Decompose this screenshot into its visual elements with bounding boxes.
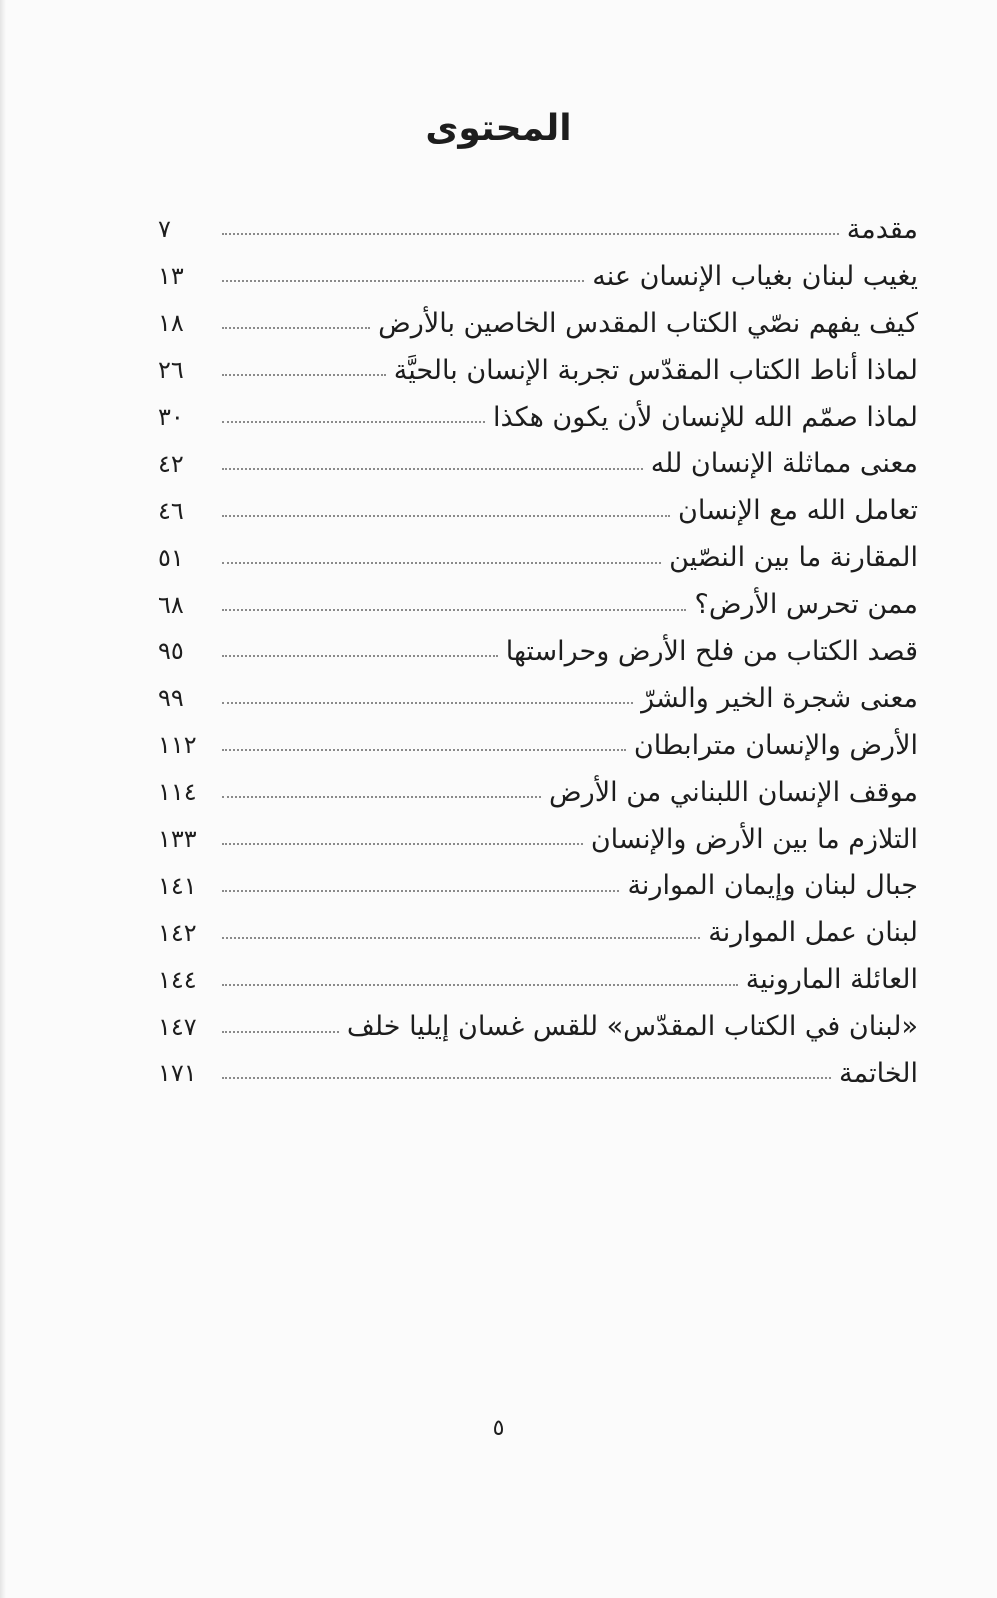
dot-leader (222, 655, 498, 657)
toc-entry (158, 769, 918, 816)
toc-page-number: ٢٦ (158, 356, 184, 385)
dot-leader (222, 280, 584, 282)
dot-leader (222, 749, 626, 751)
toc-title: الخاتمة (839, 1057, 918, 1089)
toc-title: «لبنان في الكتاب المقدّس» للقس غسان إيليا خلف (346, 1011, 918, 1043)
toc-page-number: ٩٥ (158, 637, 184, 666)
toc-page-number: ٥١ (158, 543, 184, 572)
toc-title: الأرض والإنسان مترابطان (633, 729, 918, 761)
dot-leader (222, 609, 686, 611)
toc-entry (158, 581, 918, 628)
toc-title: لماذا صمّم الله للإنسان لأن يكون هكذا (493, 401, 918, 433)
dot-leader (222, 233, 839, 235)
dot-leader (222, 890, 619, 892)
toc-entry (158, 487, 918, 534)
toc-entry (158, 1050, 918, 1097)
toc-title: تعامل الله مع الإنسان (678, 495, 918, 527)
toc-page-number: ١٧١ (158, 1059, 197, 1088)
toc-page-number: ١١٢ (158, 731, 197, 760)
toc-title: معنى مماثلة الإنسان لله (650, 448, 918, 480)
page-number: ٥ (492, 1416, 505, 1441)
toc-entry (158, 862, 918, 909)
toc-page-number: ١١٤ (158, 778, 197, 807)
dot-leader (222, 327, 370, 329)
dot-leader (222, 562, 661, 564)
toc-entry (158, 394, 918, 441)
toc-page-number: ٣٠ (158, 403, 184, 431)
dot-leader (222, 1077, 831, 1079)
dot-leader (222, 984, 738, 986)
toc-title: مقدمة (846, 213, 918, 245)
toc-title: لبنان عمل الموارنة (708, 917, 918, 949)
dot-leader (222, 374, 386, 376)
toc-page-number: ١٤١ (158, 871, 197, 900)
toc-title: معنى شجرة الخير والشرّ (641, 682, 918, 714)
toc-entry (158, 534, 918, 581)
toc-title: العائلة المارونية (745, 964, 918, 996)
toc-title: ممن تحرس الأرض؟ (694, 589, 918, 621)
toc-title: يغيب لبنان بغياب الإنسان عنه (592, 260, 918, 292)
toc-entry (158, 628, 918, 675)
toc-page-number: ٤٢ (158, 449, 184, 478)
toc-title: كيف يفهم نصّي الكتاب المقدس الخاصين بالأرض (378, 307, 918, 339)
toc-title: المقارنة ما بين النصّين (669, 542, 918, 574)
toc-page-number: ٤٦ (158, 496, 184, 525)
toc-entry (158, 1003, 918, 1050)
toc-entry (158, 253, 918, 300)
toc-page-number: ١٨ (158, 309, 184, 338)
toc-page-number: ٩٩ (158, 684, 184, 713)
toc-entry (158, 347, 918, 394)
toc-page-number: ١٤٢ (158, 918, 197, 947)
toc-entry (158, 206, 918, 253)
toc-page-number: ٦٨ (158, 590, 184, 619)
toc-page-number: ١٣٣ (158, 825, 197, 854)
toc-page-number: ١٣ (158, 262, 184, 291)
dot-leader (222, 1031, 339, 1033)
dot-leader (222, 468, 643, 470)
toc-title: موقف الإنسان اللبناني من الأرض (549, 776, 918, 808)
toc-title: جبال لبنان وإيمان الموارنة (627, 870, 918, 902)
toc-entry (158, 909, 918, 956)
dot-leader (222, 421, 485, 423)
page-title: المحتوى (425, 108, 572, 149)
table-of-contents (158, 206, 918, 1097)
dot-leader (222, 515, 670, 517)
toc-entry (158, 956, 918, 1003)
dot-leader (222, 796, 541, 798)
toc-entry (158, 440, 918, 487)
toc-entry (158, 722, 918, 769)
toc-title: قصد الكتاب من فلح الأرض وحراستها (505, 635, 918, 667)
toc-page-number: ١٤٧ (158, 1012, 197, 1041)
toc-page-number: ١٤٤ (158, 965, 197, 994)
toc-title: التلازم ما بين الأرض والإنسان (590, 823, 918, 855)
toc-title: لماذا أناط الكتاب المقدّس تجربة الإنسان بالحيَّة (393, 354, 918, 386)
toc-page-number: ٧ (158, 215, 171, 244)
toc-entry (158, 675, 918, 722)
dot-leader (222, 843, 583, 845)
dot-leader (222, 937, 700, 939)
toc-entry (158, 816, 918, 863)
toc-entry (158, 300, 918, 347)
dot-leader (222, 702, 633, 704)
page-edge-shadow (0, 0, 6, 1598)
